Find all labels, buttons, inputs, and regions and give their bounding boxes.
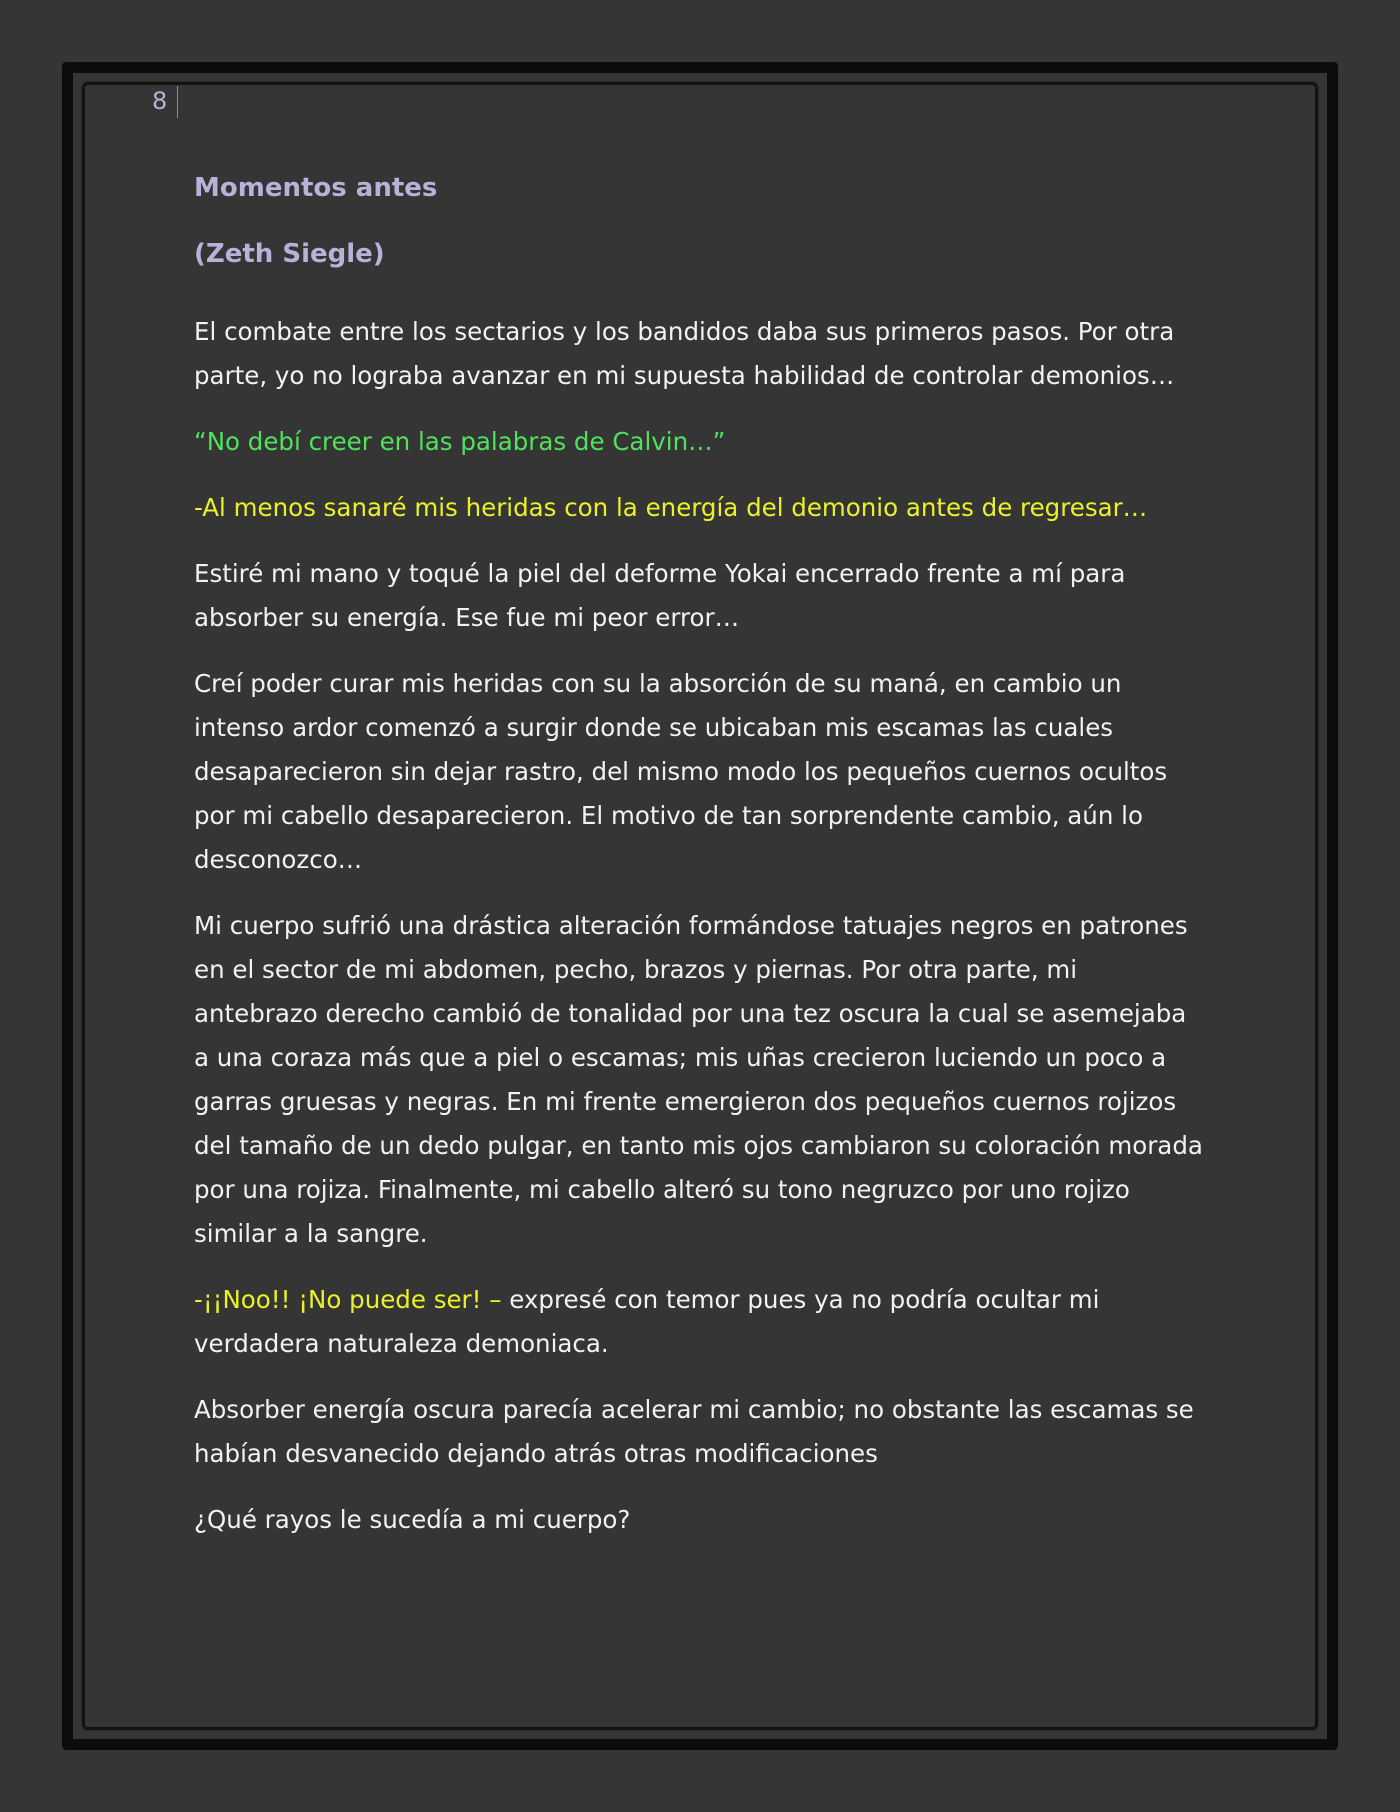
paragraph-5: Creí poder curar mis heridas con su la absorción de su maná, en cambio un intenso ardor comenzó a surgir donde se ubicaban mis escamas las cuales desaparecieron sin dejar rastro, del mismo modo los pequeños cuernos ocultos por mi cabello desaparecieron. El motivo de tan sorprendente cambio, aún lo desconozco…: [194, 669, 1168, 874]
section-title: Momentos antes: [194, 173, 438, 203]
paragraph-9: ¿Qué rayos le sucedía a mi cuerpo?: [194, 1505, 631, 1534]
paragraph-4: Estiré mi mano y toqué la piel del deforme Yokai encerrado frente a mí para absorber su energía. Ese fue mi peor error…: [194, 559, 1126, 632]
page-number: 8: [152, 86, 178, 118]
paragraph-1: El combate entre los sectarios y los bandidos daba sus primeros pasos. Por otra parte, yo no lograba avanzar en mi supuesta habilidad de controlar demonios…: [194, 317, 1175, 390]
paragraph-6: Mi cuerpo sufrió una drástica alteración formándose tatuajes negros en patrones en el sector de mi abdomen, pecho, brazos y piernas. Por otra parte, mi antebrazo derecho cambió de tonalidad por una tez oscura la cual se asemejaba a una coraza más que a piel o escamas; mis uñas crecieron luciendo un poco a garras gruesas y negras. En mi frente emergieron dos pequeños cuernos rojizos del tamaño de un dedo pulgar, en tanto mis ojos cambiaron su coloración morada por una rojiza. Finalmente, mi cabello alteró su tono negruzco por uno rojizo similar a la sangre.: [194, 911, 1203, 1248]
dialogue-line-1: -Al menos sanaré mis heridas con la energía del demonio antes de regresar…: [194, 493, 1148, 522]
paragraph-7: [194, 1278, 1204, 1366]
dialogue-line-2: -¡¡Noo!! ¡No puede ser! –: [194, 1285, 502, 1314]
section-subtitle: (Zeth Siegle): [194, 239, 385, 269]
dialogue-narration: expresé con temor pues ya no podría ocultar mi verdadera naturaleza demoniaca.: [194, 1285, 1100, 1358]
document-body: [194, 172, 1204, 1564]
paragraph-8: Absorber energía oscura parecía acelerar mi cambio; no obstante las escamas se habían desvanecido dejando atrás otras modificaciones: [194, 1395, 1194, 1468]
thought-line: “No debí creer en las palabras de Calvin…”: [194, 427, 726, 456]
